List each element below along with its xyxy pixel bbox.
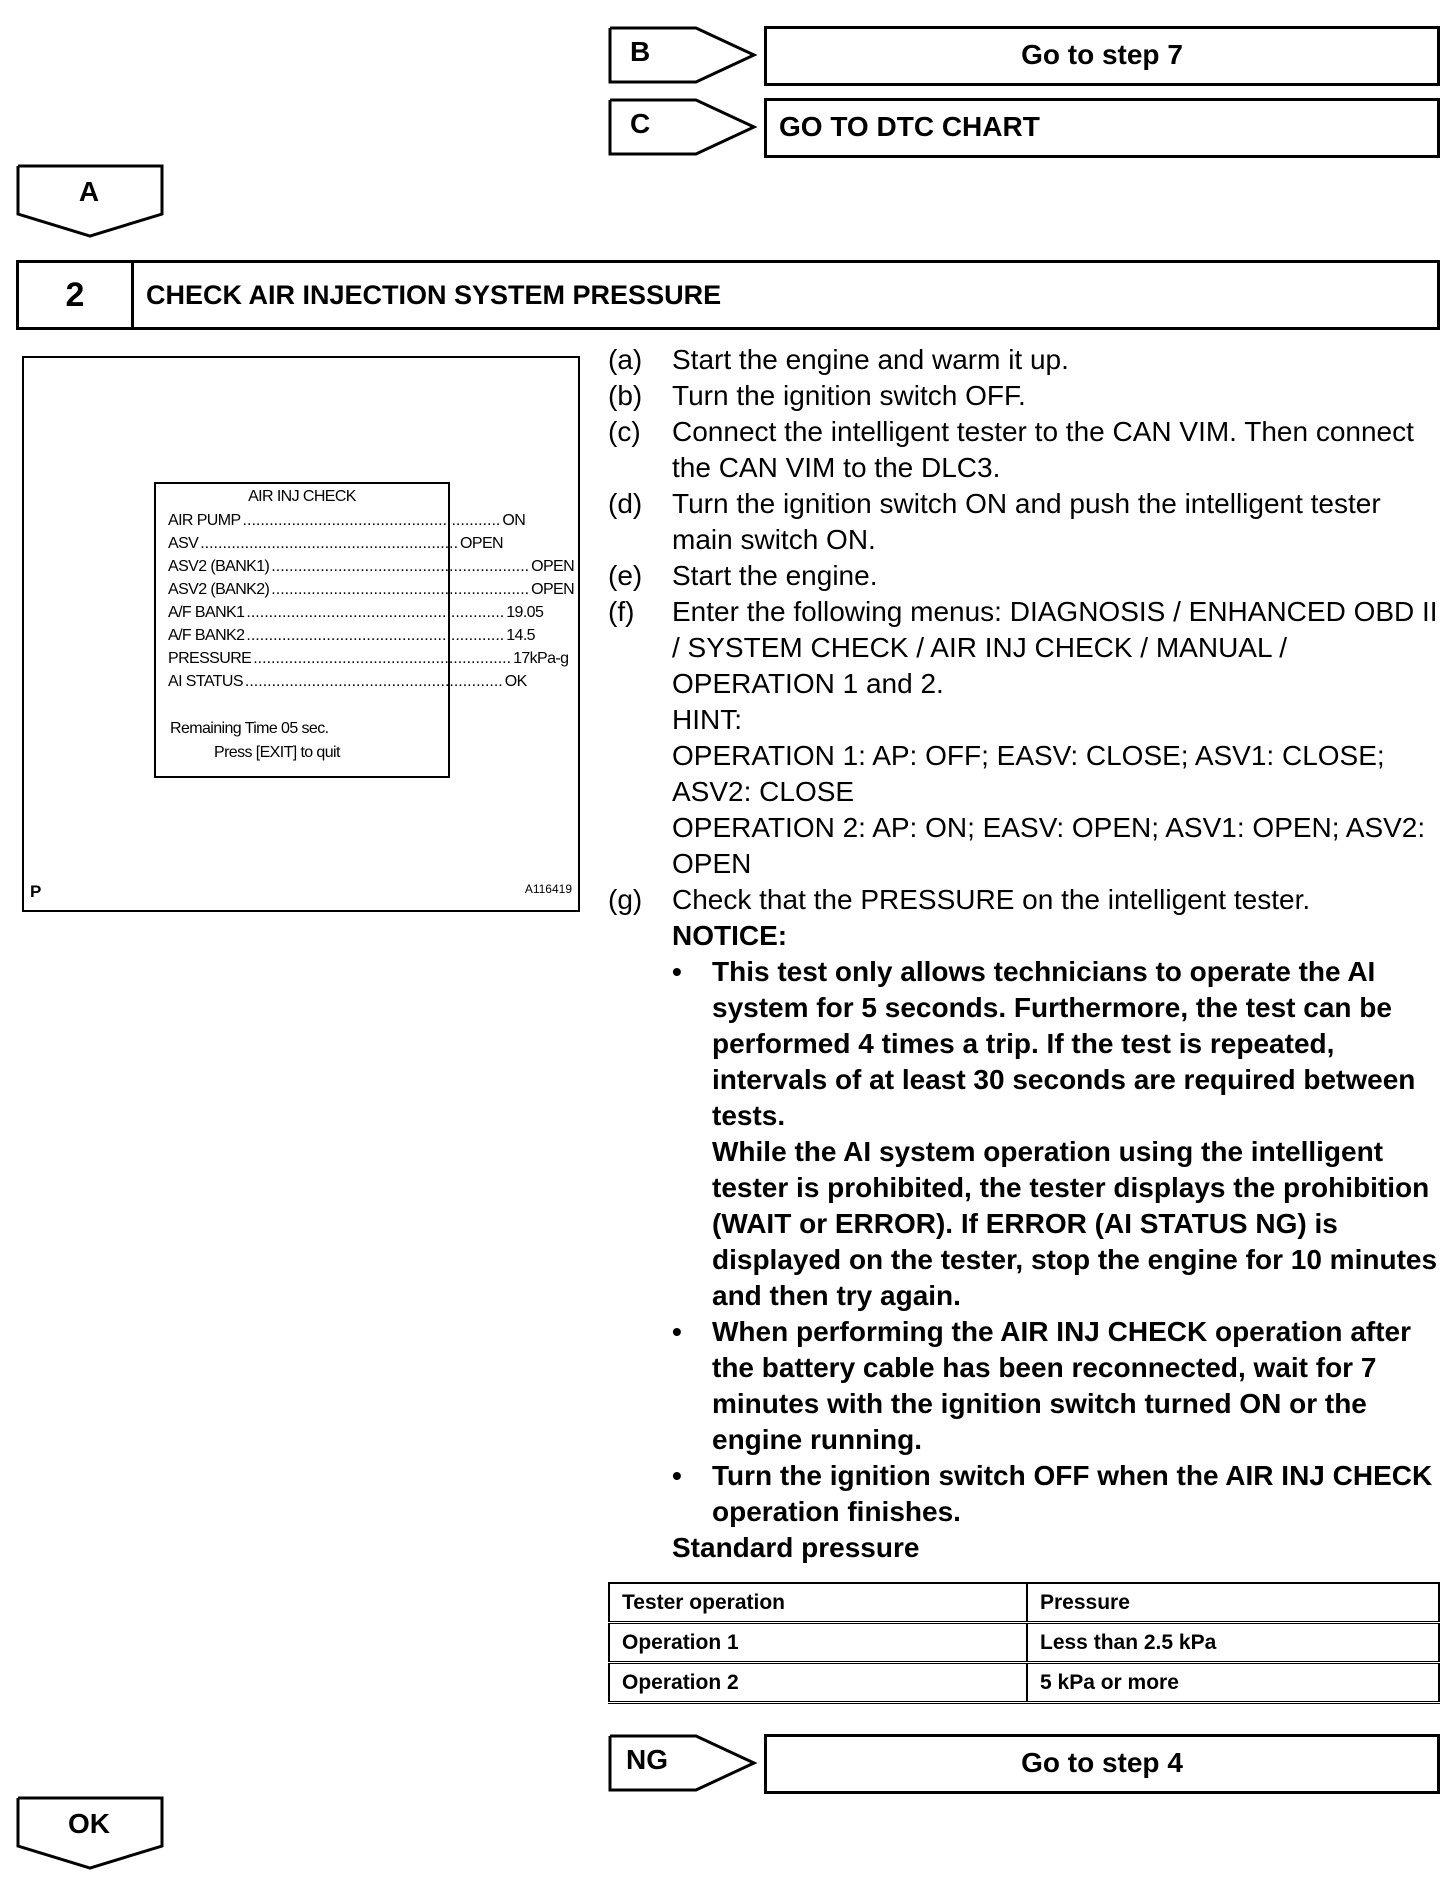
branch-c-target: GO TO DTC CHART (764, 98, 1440, 158)
tester-screen (154, 482, 575, 778)
instruction-g-text: Check that the PRESSURE on the intelligent tester. (672, 884, 1311, 915)
step-title: CHECK AIR INJECTION SYSTEM PRESSURE (146, 279, 722, 310)
figure-corner-mark: P (30, 882, 42, 901)
instruction-d: (d) Turn the ignition switch ON and push the intelligent tester main switch ON. (608, 488, 1381, 555)
tester-row: A/F BANK2 .......................................................... 14.5 (168, 627, 535, 644)
tester-remaining-time: Remaining Time 05 sec. (170, 720, 329, 737)
instruction-b: (b) Turn the ignition switch OFF. (608, 380, 1026, 411)
instruction-g: (g) Check that the PRESSURE on the intelligent tester. NOTICE: • This test only allows technicians to operate the AI system for 5 seconds. Furthermore, the test can be performed 4 times a trip. If the test is repeated, intervals of at least 30 seconds are required between tests. While the AI system operation using the intelligent tester is prohibited, the tester displays the prohibition (WAIT or ERROR). If ERROR (AI STATUS NG) is displayed on the tester, stop the engine for 10 minutes and then try again. • When performing the AIR INJ CHECK operation after the battery cable has been reconnected, wait for 7 minutes with the ignition switch turned ON or the engine running. • Turn the ignition switch OFF when the AIR INJ CHECK operation finishes. Standard pressure (608, 882, 1444, 1566)
notice-bullet: • When performing the AIR INJ CHECK operation after the battery cable has been reconnected, wait for 7 minutes with the ignition switch turned ON or the engine running. (672, 1316, 1412, 1455)
branch-ng-target: Go to step 4 (764, 1734, 1440, 1794)
instruction-a: (a) Start the engine and warm it up. (608, 344, 1069, 375)
hint-label: HINT: (672, 704, 742, 735)
tester-row: ASV .......................................................... OPEN (168, 535, 503, 552)
result-ok-label: OK (68, 1808, 110, 1839)
branch-ng-label (608, 1734, 758, 1790)
instructions (608, 342, 1444, 1566)
instruction-e: (e) Start the engine. (608, 560, 878, 591)
standard-pressure-table (608, 1582, 1440, 1704)
result-ok-tab (16, 1796, 164, 1870)
tester-row: ASV2 (BANK2) .......................................................... OPEN (168, 581, 575, 598)
table-row (609, 1623, 1439, 1663)
tester-quit-hint: Press [EXIT] to quit (214, 744, 340, 761)
step-number: 2 (19, 263, 134, 327)
instruction-f-text: Enter the following menus: DIAGNOSIS / ENHANCED OBD II / SYSTEM CHECK / AIR INJ CHECK / MANUAL / OPERATION 1 and 2. (672, 596, 1438, 699)
branch-c-label (608, 98, 758, 154)
standard-pressure-label: Standard pressure (672, 1532, 920, 1563)
hint-operation-2: OPERATION 2: AP: ON; EASV: OPEN; ASV1: OPEN; ASV2: OPEN (672, 812, 1426, 879)
result-a-label: A (78, 176, 100, 207)
tester-row: PRESSURE .......................................................... 17kPa-g (168, 650, 569, 667)
step-header (16, 260, 1440, 330)
instruction-c: (c) Connect the intelligent tester to the CAN VIM. Then connect the CAN VIM to the DLC3. (608, 416, 1414, 483)
result-a-tab (16, 164, 164, 238)
tester-title: AIR INJ CHECK (248, 488, 356, 505)
table-header: Tester operation (609, 1583, 1027, 1623)
hint-operation-1: OPERATION 1: AP: OFF; EASV: CLOSE; ASV1: CLOSE; ASV2: CLOSE (672, 740, 1385, 807)
instruction-f: (f) Enter the following menus: DIAGNOSIS / ENHANCED OBD II / SYSTEM CHECK / AIR INJ CHECK / MANUAL / OPERATION 1 and 2. HINT: OPERATION 1: AP: OFF; EASV: CLOSE; ASV1: CLOSE; ASV2: CLOSE OPERATION 2: AP: ON; EASV: OPEN; ASV1: OPEN; ASV2: OPEN (608, 596, 1438, 879)
branch-b-target: Go to step 7 (764, 26, 1440, 86)
table-cell: Operation 1 (609, 1623, 1027, 1663)
tester-row: AIR PUMP .......................................................... ON (168, 512, 526, 529)
table-cell: Less than 2.5 kPa (1027, 1623, 1439, 1663)
branch-b-label (608, 26, 758, 82)
figure-id: A116419 (524, 882, 572, 896)
branch-ng-letter: NG (626, 1744, 668, 1775)
tester-illustration (22, 356, 580, 912)
table-cell: 5 kPa or more (1027, 1663, 1439, 1703)
table-header-row (609, 1583, 1439, 1623)
notice-bullet: • Turn the ignition switch OFF when the AIR INJ CHECK operation finishes. (672, 1460, 1433, 1527)
notice-label: NOTICE: (672, 920, 788, 951)
table-cell: Operation 2 (609, 1663, 1027, 1703)
table-row (609, 1663, 1439, 1703)
table-header: Pressure (1027, 1583, 1439, 1623)
tester-row: A/F BANK1 .......................................................... 19.05 (168, 604, 544, 621)
branch-b-letter: B (630, 36, 651, 67)
branch-c-letter: C (630, 108, 651, 139)
tester-row: AI STATUS .......................................................... OK (168, 673, 527, 690)
tester-row: ASV2 (BANK1) .......................................................... OPEN (168, 558, 575, 575)
notice-bullet: • This test only allows technicians to operate the AI system for 5 seconds. Furthermore, the test can be performed 4 times a trip. If the test is repeated, intervals of at least 30 seconds are required between tests. While the AI system operation using the intelligent tester is prohibited, the tester displays the prohibition (WAIT or ERROR). If ERROR (AI STATUS NG) is displayed on the tester, stop the engine for 10 minutes and then try again. (672, 956, 1438, 1311)
